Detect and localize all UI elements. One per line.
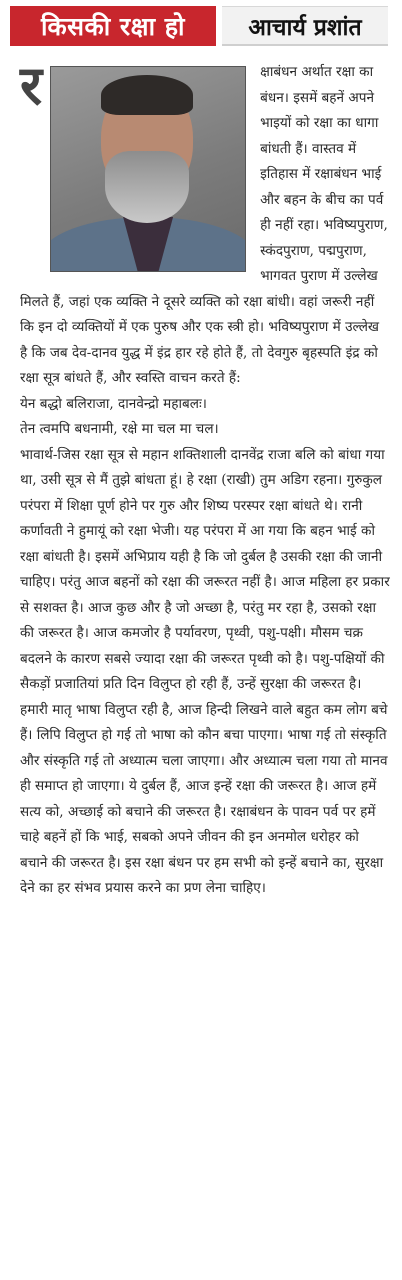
author-photo: [50, 66, 246, 272]
paragraph-main: भावार्थ-जिस रक्षा सूत्र से महान शक्तिशाली दानवेंद्र राजा बलि को बांधा गया था, उसी सूत्र से मैं तुझे बांधता हूं। हे रक्षा (राखी) तुम अडिग रहना। गुरुकुल परंपरा में शिक्षा पूर्ण होने पर गुरु और शिष्य परस्पर रक्षा बांधते थे। रानी कर्णावती ने हुमायूं को रक्षा भेजी। यह परंपरा में आ गया कि बहन भाई को रक्षा बांधती है। इसमें अभिप्राय यही है कि जो दुर्बल है उसकी रक्षा की जानी चाहिए। परंतु आज बहनों को रक्षा की जरूरत नहीं है। आज महिला हर प्रकार से सशक्त है। आज कुछ और है जो अच्छा है, परंतु मर रहा है, उसको रक्षा की जरूरत है। आज कमजोर है पर्यावरण, पृथ्वी, पशु-पक्षी। मौसम चक्र बदलने के कारण सबसे ज्यादा रक्षा की जरूरत पृथ्वी को है। पशु-पक्षियों की सैकड़ों प्रजातियां प्रति दिन विलुप्त हो रही हैं, उन्हें सुरक्षा की जरूरत है। हमारी मातृ भाषा विलुप्त रही है, आज हिन्दी लिखने वाले बहुत कम लोग बचे हैं। लिपि विलुप्त हो गई तो भाषा को कौन बचा पाएगा। भाषा गई तो संस्कृति और संस्कृति गई तो अध्यात्म चला जाएगा। और अध्यात्म चला गया तो मानव ही समाप्त हो जाएगा। ये दुर्बल हैं, आज इन्हें रक्षा की जरूरत है। आज हमें सत्य को, अच्छाई को बचाने की जरूरत है। रक्षाबंधन के पावन पर्व पर हमें चाहे बहनें हों कि भाई, सबको अपने जीवन की इन अनमोल धरोहर को बचाने की जरूरत है। इस रक्षा बंधन पर हम सभी को इन्हें बचाने का, सुरक्षा देने का हर संभव प्रयास करने का प्रण लेना चाहिए।: [20, 446, 390, 896]
shloka-line-1: येन बद्धो बलिराजा, दानवेन्द्रो महाबलः।: [20, 395, 207, 412]
author-byline: आचार्य प्रशांत: [222, 6, 388, 46]
paragraph-intro: क्षाबंधन अर्थात रक्षा का बंधन। इसमें बहनें अपने भाइयों को रक्षा का धागा बांधती हैं। वास्तव में इतिहास में रक्षाबंधन भाई और बहन के बीच का पर्व ही नहीं रहा। भविष्यपुराण, स्कंदपुराण, पद्मपुराण, भागवत पुराण में उल्लेख मिलते हैं, जहां एक व्यक्ति ने दूसरे व्यक्ति को रक्षा बांधी। वहां जरूरी नहीं कि इन दो व्यक्तियों में एक पुरुष और एक स्त्री हो। भविष्यपुराण में उल्लेख है कि जब देव-दानव युद्ध में इंद्र हार रहे होते हैं, तो देवगुरु बृहस्पति इंद्र को रक्षा सूत्र बांधते हैं, और स्वस्ति वाचन करते हैं:: [20, 64, 388, 386]
photo-hair: [101, 75, 193, 115]
photo-beard: [105, 151, 189, 223]
shloka-line-2: तेन त्वमपि बधनामी, रक्षे मा चल मा चल।: [20, 421, 219, 437]
headline: किसकी रक्षा हो: [10, 6, 216, 46]
drop-cap: र: [20, 54, 43, 117]
article-header: [10, 6, 388, 46]
article-body: [20, 54, 390, 902]
